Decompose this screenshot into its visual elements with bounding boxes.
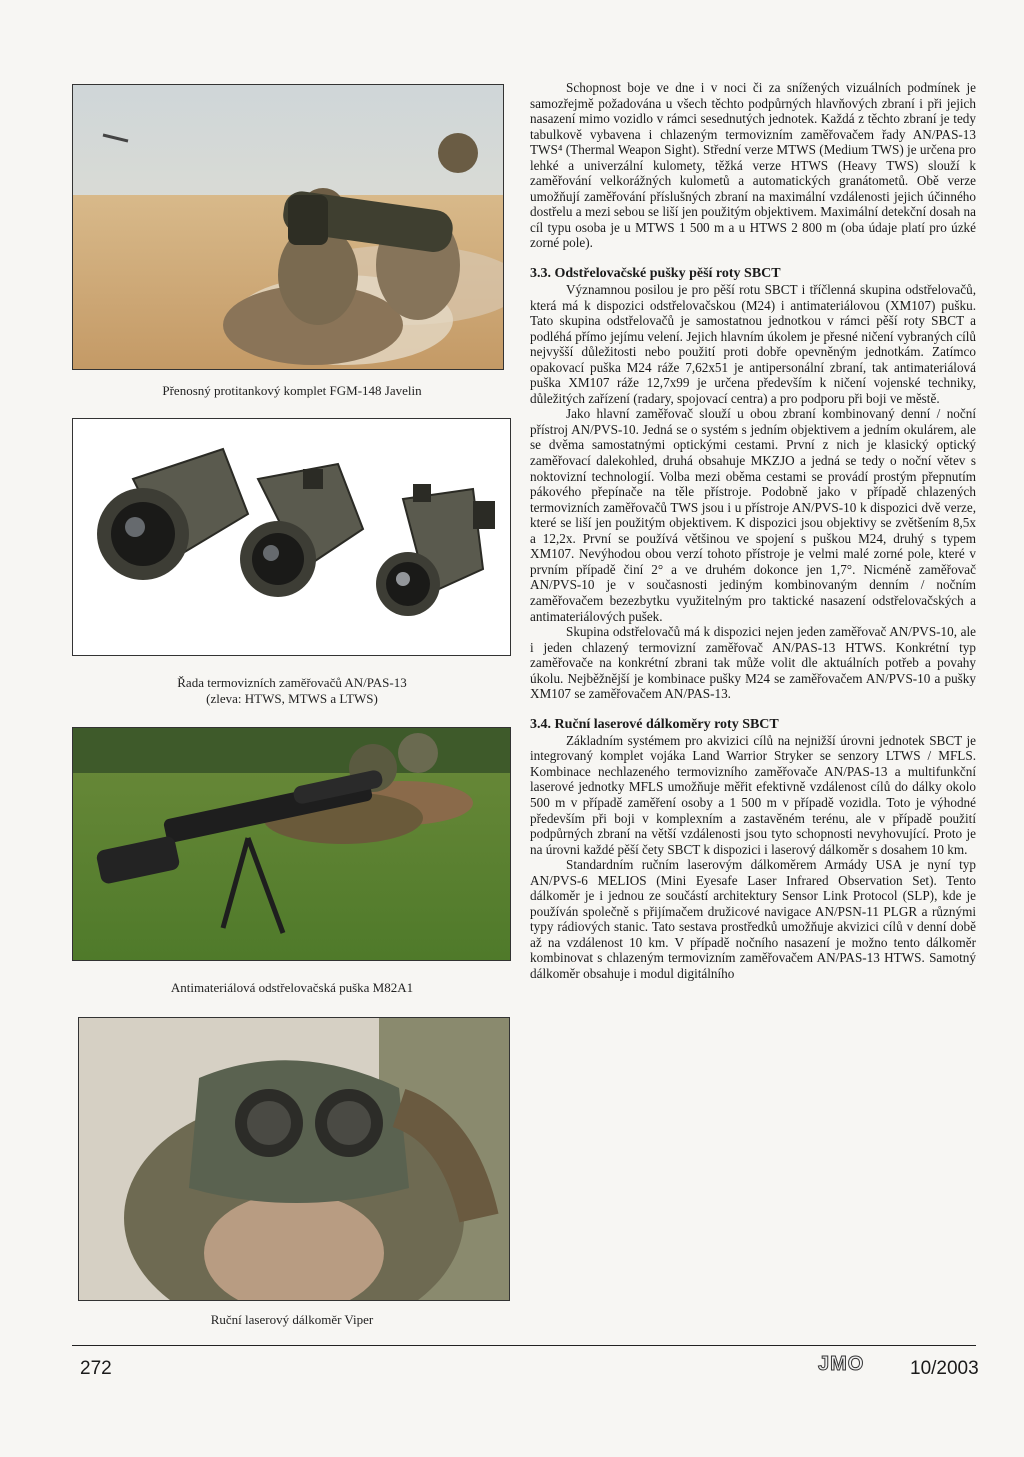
page-number: 272 bbox=[80, 1358, 112, 1379]
figure-caption-thermal-line1: Řada termovizních zaměřovačů AN/PAS-13 bbox=[177, 675, 407, 690]
article-paragraph: Jako hlavní zaměřovač slouží u obou zbraní kombinovaný denní / noční přístroj AN/PVS-10. Jedná se o systém s jedním objektivem a jedním okulárem, ale se dvěma samostatnými optickými cestami. První z nich je klasický optický zaměřovací dalekohled, druhá obsahuje MKZJO a jedná se tedy o noční větev s noktovizní technologií. Volba mezi oběma cestami se provádí prostým přepnutím pákového přepínače na těle přístroje. Podobně jako v případě chlazených termovizních zaměřovačů TWS jsou i u přístroje AN/PVS-10 k dispozici dvě verze, které se liší jen použitým objektivem. K dispozici jsou objektivy se zvětšením 8,5x a 12,2x. První se používá většinou ve spojení s puškou M24, druhý s typem XM107. Nevýhodou obou verzí tohoto přístroje je velmi malé zorné pole, které v prvním případě činí 2° a ve druhém dokonce jen 1,7°. Nicméně zaměřovač AN/PVS-10 je v současnosti jediným kombinovaným denním / nočním zaměřovačem bezezbytku využitelným pro taktické nasazení odstřelovačských a antimateriálových pušek. bbox=[530, 406, 976, 624]
magazine-logo: JMO bbox=[818, 1353, 865, 1375]
javelin-image bbox=[73, 85, 503, 369]
figure-caption-thermal-line2: (zleva: HTWS, MTWS a LTWS) bbox=[206, 691, 378, 706]
photo-viper bbox=[78, 1017, 510, 1301]
article-paragraph: Standardním ručním laserovým dálkoměrem Armády USA je nyní typ AN/PVS-6 MELIOS (Mini Eyesafe Laser Infrared Observation Set). Tento dálkoměr je i jednou ze součástí architektury Sensor Link Protocol (SLP), kde je používán společně s přijímačem družicové navigace AN/PSN-11 PLGR a různými typy rádiových stanic. Tato sestava prostředků umožňuje akvizici cílů v denní době až na vzdálenost 10 km. V případě nočního nasazení je možno tento dálkoměr kombinovat s chlazeným termovizním zaměřovačem AN/PAS-13 HTWS. Samotný dálkoměr obsahuje i modul digitálního bbox=[530, 857, 976, 981]
article-paragraph: Významnou posilou je pro pěší rotu SBCT i tříčlenná skupina odstřelovačů, která má k dispozici odstřelovačskou (M24) i antimateriálovou (XM107) pušku. Tato skupina odstřelovačů je samostatnou jednotkou v rámci pěší roty SBCT a podléhá přímo jejímu velení. Jejich hlavním úkolem je přesné ničení vybraných cílů nejvyšší důležitosti nebo použití proti dobře opevněným jednotkám. Zatímco opakovací puška M24 ráže 7,62x51 je antipersonální zbraní, tak antimateriálová puška XM107 ráže 12,7x99 je určena především k ničení vojenské techniky, důležitých zařízení (radary, spojovací centra) a pro podporu při boji ve městě. bbox=[530, 282, 976, 406]
figure-caption-viper: Ruční laserový dálkoměr Viper bbox=[210, 1312, 374, 1327]
photo-m82a1 bbox=[72, 727, 511, 961]
footer-rule bbox=[72, 1345, 976, 1346]
photo-thermal-sights bbox=[72, 418, 511, 656]
article-paragraph: Skupina odstřelovačů má k dispozici nejen jeden zaměřovač AN/PVS-10, ale i jeden chlazený termovizní zaměřovač AN/PAS-13 HTWS. Konkrétní typ zaměřovače na konkrétní zbrani tak může volit dle aktuálních potřeb a povahy úkolu. Nejběžnější je kombinace pušky M24 se zaměřovačem AN/PVS-10 a pušky XM107 se zaměřovačem AN/PAS-13. bbox=[530, 624, 976, 702]
article-column bbox=[530, 80, 976, 982]
figure-caption-m82a1: Antimateriálová odstřelovačská puška M82A1 bbox=[170, 980, 414, 995]
thermal-sights-image bbox=[73, 419, 510, 655]
figure-caption-javelin: Přenosný protitankový komplet FGM-148 Javelin bbox=[162, 383, 422, 398]
section-heading-3-4: 3.4. Ruční laserové dálkoměry roty SBCT bbox=[530, 716, 779, 732]
section-heading-3-3: 3.3. Odstřelovačské pušky pěší roty SBCT bbox=[530, 266, 781, 282]
issue-number: 10/2003 bbox=[910, 1358, 979, 1379]
m82a1-image bbox=[73, 728, 510, 960]
article-paragraph: Základním systémem pro akvizici cílů na nejnižší úrovni jednotek SBCT je integrovaný komplet vojáka Land Warrior Stryker se senzory LTWS / MFLS. Kombinace nechlazeného termovizního zaměřovače AN/PAS-13 a multifunkční laserové jednotky MFLS umožňuje měřit efektivně vzdálenost cílů do dálky okolo 500 m v případě zaměření osoby a 1 500 m v případě vozidla. Toto je výhodné především při boji v komplexním a zastavěném terénu, ale v případě použití podpůrných zbraní na větší vzdálenosti jsou tyto schopnosti nevyhovující. Proto je na úrovni každé pěší čety SBCT k dispozici i laserový dálkoměr s dosahem 10 km. bbox=[530, 732, 976, 857]
photo-javelin bbox=[72, 84, 504, 370]
article-paragraph: Schopnost boje ve dne i v noci či za snížených vizuálních podmínek je samozřejmě požadována u všech těchto podpůrných hlavňových zbraní i při jejich nasazení mimo vozidlo v rámci sesednutých jednotek. Každá z těchto zbraní je tedy tabulkově vybavena i chlazeným termovizním zaměřovačem řady AN/PAS-13 TWS⁴ (Thermal Weapon Sight). Střední verze MTWS (Medium TWS) je určena pro lehké a univerzální kulomety, těžká verze HTWS (Heavy TWS) slouží k zaměřování velkorážných kulometů a automatických granátometů. Obě verze umožňují zaměřování příslušných zbraní na maximální vzdálenosti jejich účinného dostřelu a mezi sebou se liší jen použitým objektivem. Maximální detekční dosah na cíl typu osoba je u MTWS 1 500 m a u HTWS 2 800 m (oba údaje platí pro úzké zorné pole). bbox=[530, 80, 976, 251]
viper-image bbox=[79, 1018, 509, 1300]
